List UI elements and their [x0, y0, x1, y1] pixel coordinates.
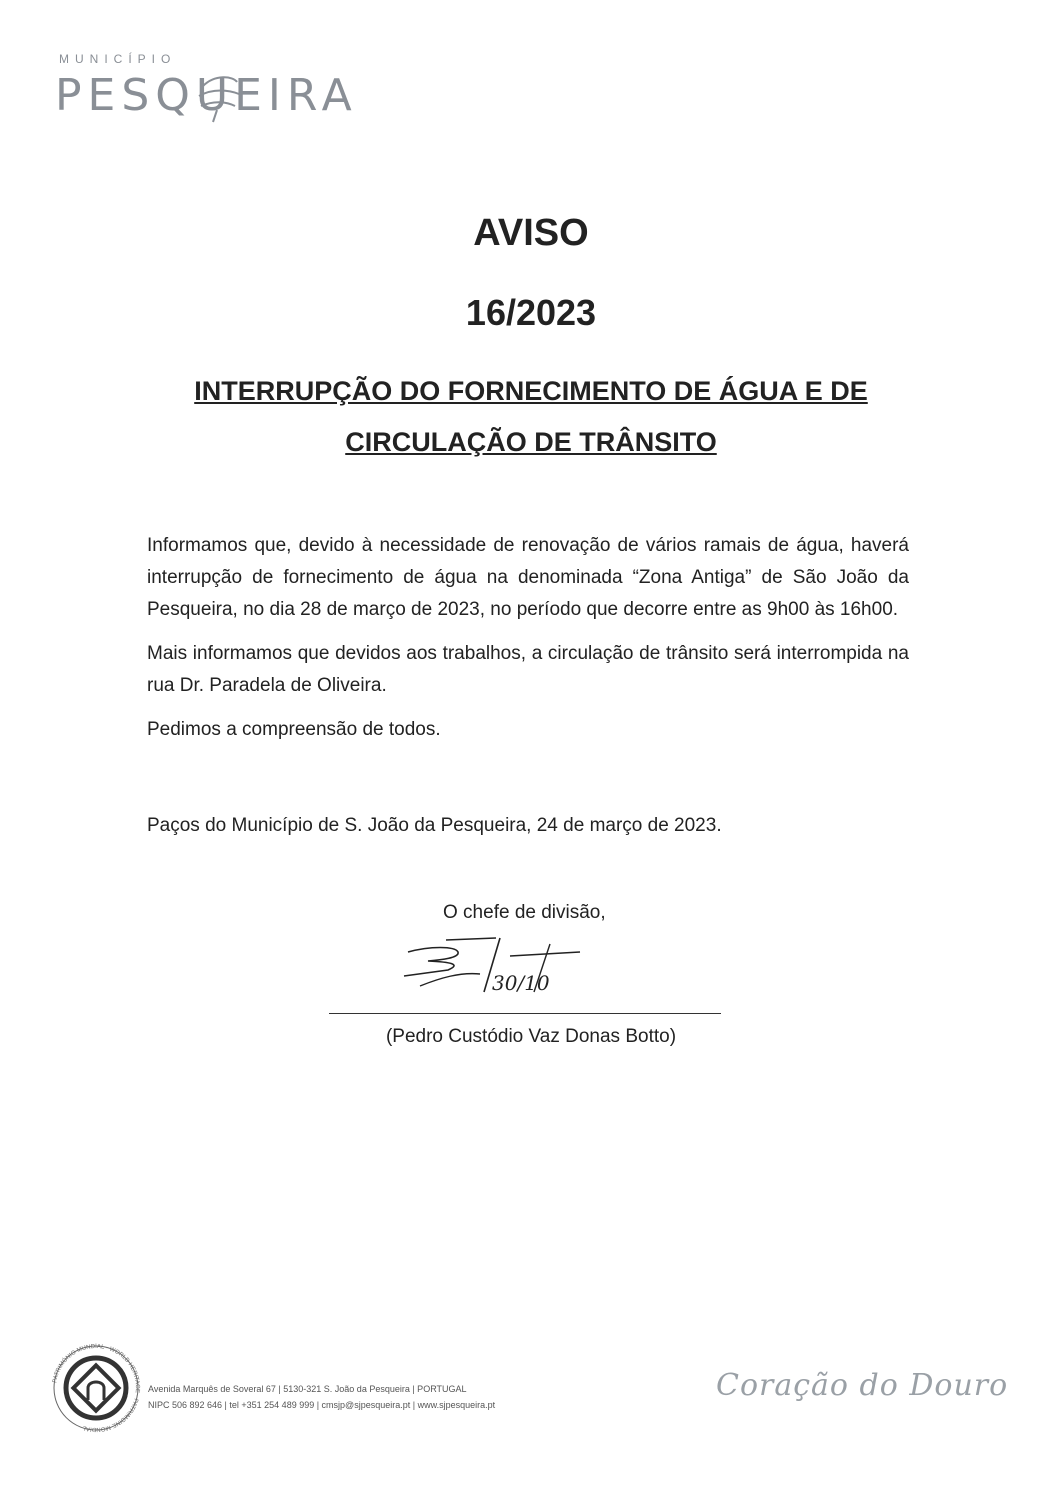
- world-heritage-emblem-icon: [50, 1342, 142, 1434]
- dateline: Paços do Município de S. João da Pesqueira, 24 de março de 2023.: [147, 815, 722, 836]
- emblem-text: PATRIMÓNIO MUNDIAL · WORLD HERITAGE · PATRIMOINE MONDIAL: [52, 1343, 141, 1433]
- notice-heading: AVISO: [473, 212, 589, 254]
- body-paragraph-3: Pedimos a compreensão de todos.: [147, 719, 441, 740]
- body-paragraph-1: Informamos que, devido à necessidade de renovação de vários ramais de água, haverá interrupção de fornecimento de água na denominada “Zona Antiga” de São João da Pesqueira, no dia 28 de março de 2023, no período que decorre entre as 9h00 às 16h00.: [147, 535, 909, 620]
- municipality-logo: [55, 52, 365, 127]
- footer-contacts: NIPC 506 892 646 | tel +351 254 489 999 | cmsjp@sjpesqueira.pt | www.sjpesqueira.pt: [148, 1400, 496, 1410]
- footer-contact: [148, 1381, 495, 1413]
- handwritten-signature: [400, 930, 590, 1000]
- logo-wordmark: PESQUEIRA: [55, 70, 358, 121]
- logo-swirl-icon: [195, 66, 245, 126]
- logo-subtitle: MUNICÍPIO: [59, 52, 177, 66]
- signatory-role: O chefe de divisão,: [443, 902, 606, 923]
- notice-subject: [0, 366, 1062, 468]
- notice-number: 16/2023: [465, 292, 597, 333]
- footer-address: Avenida Marquês de Soveral 67 | 5130-321 S. João da Pesqueira | PORTUGAL: [148, 1384, 467, 1394]
- body-paragraph-2: Mais informamos que devidos aos trabalhos, a circulação de trânsito será interrompida na rua Dr. Paradela de Oliveira.: [147, 643, 909, 696]
- signature-handwritten-date: 30/10: [492, 971, 550, 995]
- notice-body: [147, 530, 909, 758]
- notice-subject-line-2: CIRCULAÇÃO DE TRÂNSITO: [345, 427, 717, 457]
- signatory-name: (Pedro Custódio Vaz Donas Botto): [385, 1026, 677, 1047]
- footer-motto: Coração do Douro: [716, 1368, 1009, 1403]
- notice-subject-line-1: INTERRUPÇÃO DO FORNECIMENTO DE ÁGUA E DE: [194, 376, 868, 406]
- signature-line: [329, 1013, 721, 1014]
